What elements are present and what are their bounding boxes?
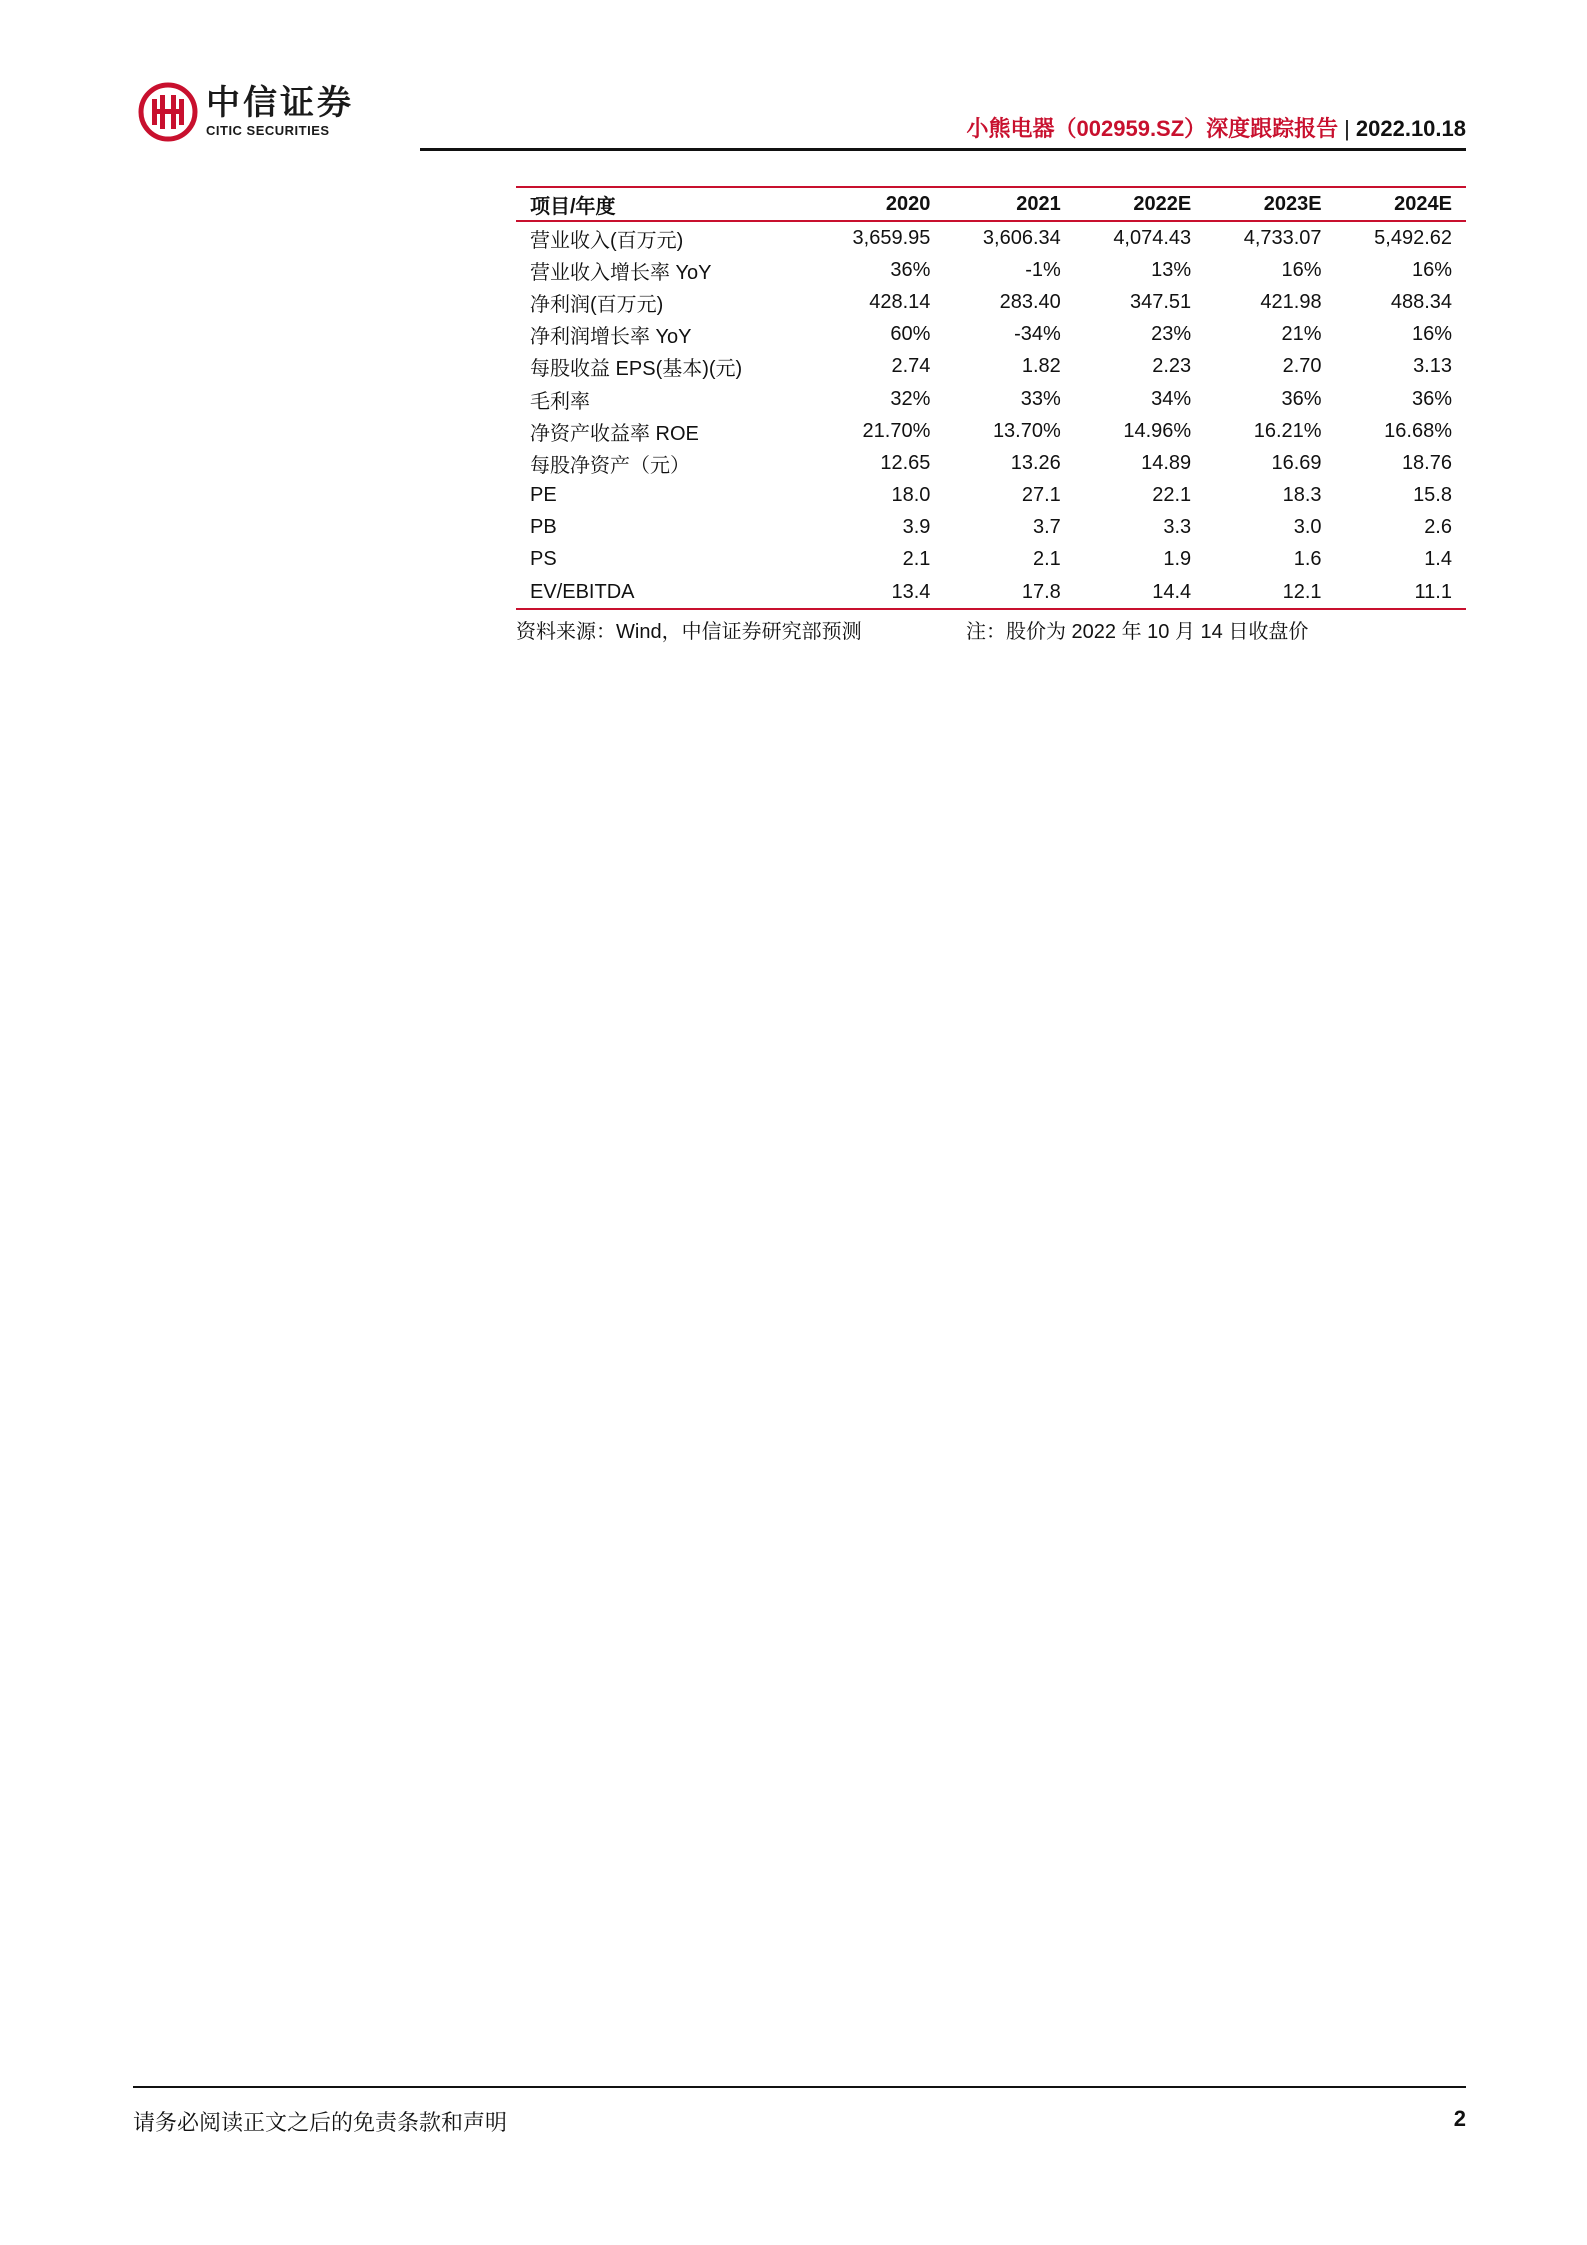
table-cell: 3,606.34 bbox=[982, 226, 1061, 249]
row-label: PS bbox=[530, 548, 557, 571]
table-cell: 21% bbox=[1281, 323, 1322, 346]
title-separator: | bbox=[1344, 116, 1350, 141]
table-cell: 22.1 bbox=[1152, 484, 1192, 507]
table-cell: 347.51 bbox=[1130, 290, 1192, 313]
column-header: 2021 bbox=[1016, 192, 1061, 215]
company-logo bbox=[138, 82, 354, 142]
table-cell: 13.4 bbox=[891, 580, 931, 603]
table-note: 注：股价为 2022 年 10 月 14 日收盘价 bbox=[966, 621, 1309, 643]
table-cell: 1.9 bbox=[1163, 548, 1192, 571]
table-cell: 14.4 bbox=[1152, 580, 1192, 603]
table-cell: 3.3 bbox=[1163, 516, 1192, 539]
table-cell: 16% bbox=[1411, 323, 1452, 346]
column-header: 项目/年度 bbox=[530, 195, 616, 218]
table-cell: 488.34 bbox=[1390, 290, 1452, 313]
table-row bbox=[516, 576, 1466, 609]
citic-logo-icon bbox=[138, 82, 198, 142]
table-cell: 4,733.07 bbox=[1243, 226, 1322, 249]
table-cell: 13.26 bbox=[1010, 451, 1061, 474]
row-label: 每股净资产（元） bbox=[530, 454, 690, 477]
table-header-row bbox=[516, 187, 1466, 221]
table-cell: 1.4 bbox=[1424, 548, 1452, 571]
table-cell: 14.89 bbox=[1141, 451, 1192, 474]
table-cell: 27.1 bbox=[1021, 484, 1061, 507]
table-source: 资料来源：Wind，中信证券研究部预测 bbox=[516, 621, 862, 643]
table-cell: 33% bbox=[1020, 387, 1061, 410]
table-row bbox=[516, 286, 1466, 318]
financial-forecast-table bbox=[516, 186, 1466, 610]
column-header: 2023E bbox=[1263, 192, 1322, 215]
table-cell: 13.70% bbox=[992, 419, 1061, 442]
table-cell: 1.6 bbox=[1293, 548, 1322, 571]
table-row bbox=[516, 254, 1466, 286]
table-cell: 16% bbox=[1281, 258, 1322, 281]
table-cell: 36% bbox=[890, 258, 931, 281]
header-divider bbox=[420, 148, 1466, 151]
row-label: 净利润(百万元) bbox=[530, 293, 664, 316]
table-cell: 3.9 bbox=[902, 516, 931, 539]
row-label: PE bbox=[530, 484, 557, 507]
table-cell: 3.7 bbox=[1032, 516, 1061, 539]
report-header-title bbox=[967, 112, 1466, 143]
table-cell: 36% bbox=[1411, 387, 1452, 410]
footer-disclaimer: 请务必阅读正文之后的免责条款和声明 bbox=[133, 2110, 508, 2135]
table-row bbox=[516, 319, 1466, 351]
table-row bbox=[516, 221, 1466, 254]
table-cell: 1.82 bbox=[1021, 355, 1061, 378]
table-cell: 60% bbox=[890, 323, 931, 346]
table-cell: 2.1 bbox=[902, 548, 931, 571]
footer-divider bbox=[133, 2086, 1466, 2088]
logo-chinese-name: 中信证券 bbox=[206, 84, 354, 122]
table-row bbox=[516, 383, 1466, 415]
table-cell: 2.6 bbox=[1424, 516, 1452, 539]
table-cell: 428.14 bbox=[869, 290, 931, 313]
table-cell: 16% bbox=[1411, 258, 1452, 281]
table-cell: 2.23 bbox=[1152, 355, 1192, 378]
row-label: 每股收益 EPS(基本)(元) bbox=[530, 358, 743, 381]
table-cell: 283.40 bbox=[999, 290, 1061, 313]
table-cell: -34% bbox=[1014, 323, 1061, 346]
table-row bbox=[516, 351, 1466, 383]
table-row bbox=[516, 512, 1466, 544]
table-row bbox=[516, 447, 1466, 479]
page-number: 2 bbox=[1453, 2106, 1466, 2131]
table-cell: 2.74 bbox=[891, 355, 931, 378]
column-header: 2022E bbox=[1133, 192, 1192, 215]
report-date: 2022.10.18 bbox=[1355, 116, 1466, 141]
row-label: 毛利率 bbox=[530, 390, 590, 413]
table-cell: 17.8 bbox=[1021, 580, 1061, 603]
table-cell: 2.70 bbox=[1282, 355, 1322, 378]
row-label: 净资产收益率 ROE bbox=[530, 422, 699, 445]
table-cell: 421.98 bbox=[1260, 290, 1322, 313]
table-cell: 18.3 bbox=[1282, 484, 1322, 507]
row-label: 营业收入增长率 YoY bbox=[530, 261, 712, 284]
table-cell: 18.76 bbox=[1401, 451, 1452, 474]
table-cell: 5,492.62 bbox=[1374, 226, 1452, 249]
table-cell: 11.1 bbox=[1414, 580, 1452, 603]
table-cell: 34% bbox=[1151, 387, 1192, 410]
table-cell: 36% bbox=[1281, 387, 1322, 410]
table-row bbox=[516, 544, 1466, 576]
table-cell: 16.68% bbox=[1384, 419, 1452, 442]
table-cell: 18.0 bbox=[891, 484, 931, 507]
row-label: 营业收入(百万元) bbox=[530, 229, 684, 252]
column-header: 2020 bbox=[885, 192, 931, 215]
report-title: 小熊电器（002959.SZ）深度跟踪报告 bbox=[966, 116, 1339, 141]
table-cell: 21.70% bbox=[862, 419, 931, 442]
table-cell: 15.8 bbox=[1413, 484, 1452, 507]
row-label: PB bbox=[530, 516, 557, 539]
table-cell: 3,659.95 bbox=[852, 226, 931, 249]
table-cell: -1% bbox=[1025, 258, 1061, 281]
table-cell: 3.13 bbox=[1413, 355, 1452, 378]
table-row bbox=[516, 480, 1466, 512]
table-cell: 12.1 bbox=[1282, 580, 1322, 603]
row-label: EV/EBITDA bbox=[530, 580, 635, 603]
logo-english-name: CITIC SECURITIES bbox=[206, 123, 330, 138]
table-cell: 32% bbox=[890, 387, 931, 410]
table-cell: 12.65 bbox=[880, 451, 931, 474]
table-cell: 16.69 bbox=[1271, 451, 1322, 474]
table-cell: 2.1 bbox=[1032, 548, 1061, 571]
table-cell: 14.96% bbox=[1123, 419, 1192, 442]
table-cell: 16.21% bbox=[1253, 419, 1322, 442]
table-cell: 23% bbox=[1151, 323, 1192, 346]
table-cell: 13% bbox=[1151, 258, 1192, 281]
row-label: 净利润增长率 YoY bbox=[530, 326, 692, 349]
table-row bbox=[516, 415, 1466, 447]
column-header: 2024E bbox=[1394, 192, 1452, 215]
table-cell: 3.0 bbox=[1293, 516, 1322, 539]
table-cell: 4,074.43 bbox=[1113, 226, 1192, 249]
